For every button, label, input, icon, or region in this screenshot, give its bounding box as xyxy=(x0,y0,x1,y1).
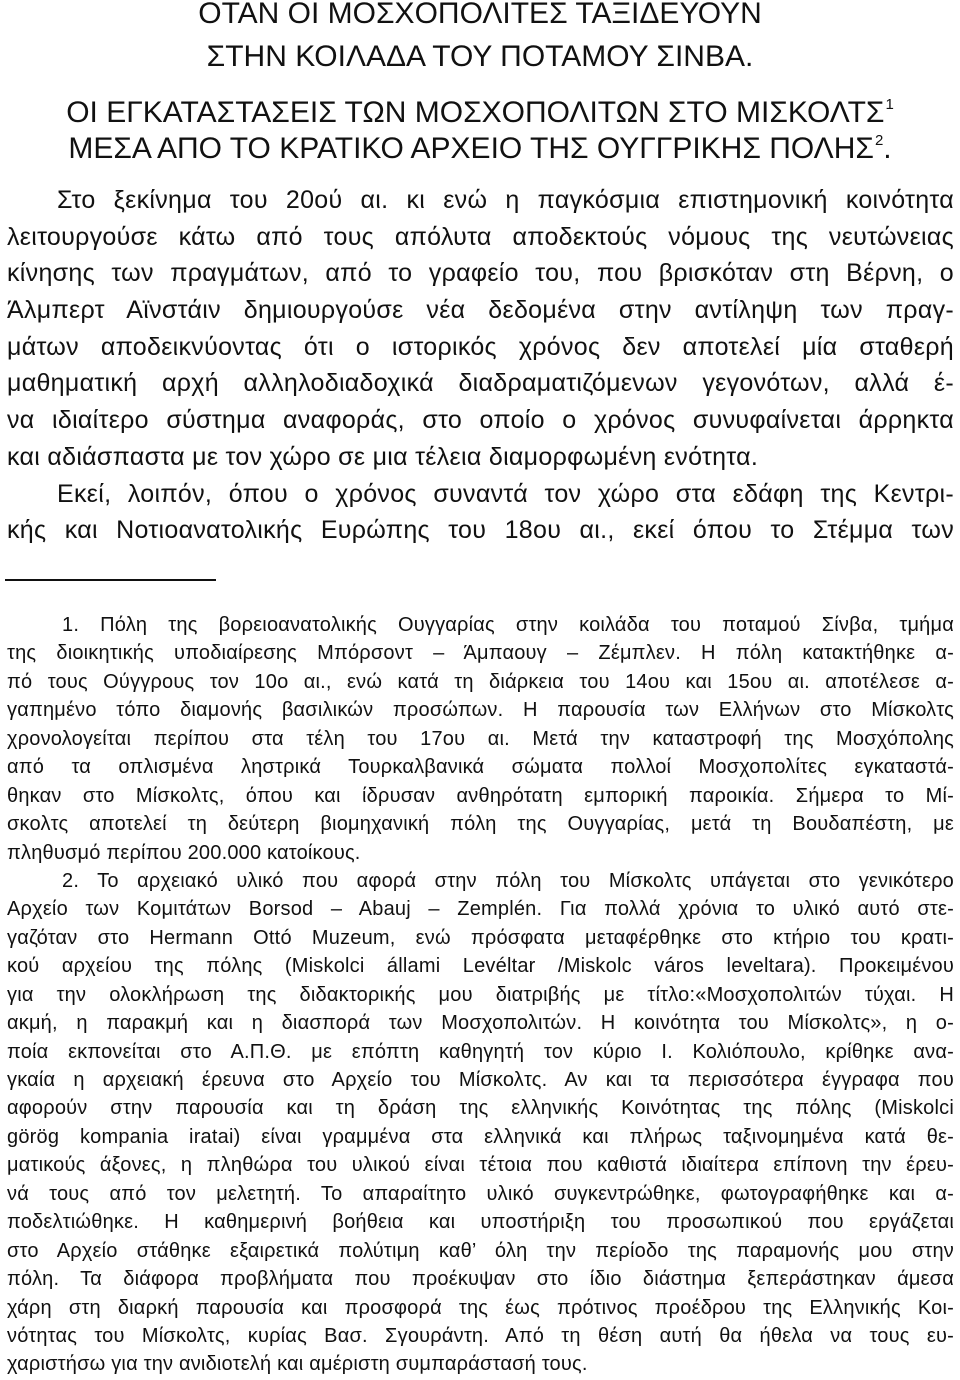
body-line: Εκεί, λοιπόν, όπου ο χρόνος συναντά τον χώρο στα εδάφη της Κεντρι- xyxy=(57,479,954,508)
footnote-line: νά τους από τον μελετητή. Το απαραίτητο υλικό συγκεντρώθηκε, φωτογραφήθηκε και α- xyxy=(7,1182,954,1205)
footnote-line: görög kompania iratai) είναι γραμμένα στα ελληνικά και πλήρως ταξινομημένα κατά θε- xyxy=(7,1125,954,1148)
footnote-line: χαριστήσω για την ανιδιοτελή και αμέριστη συμπαράστασή τους. xyxy=(7,1353,588,1376)
footnote-number: 1. xyxy=(62,614,80,636)
title-line: ΟΤΑΝ ΟΙ ΜΟΣΧΟΠΟΛΙΤΕΣ ΤΑΞΙΔΕΥΟΥΝ xyxy=(198,0,762,30)
footnote-line: νότητας του Μίσκολτς, κυρίας Βασ. Σγουράντη. Από τη θέση αυτή θα ήθελα να τους ευ- xyxy=(7,1324,954,1347)
body-line: λειτουργούσε κάτω από τους απόλυτα αποδεκτούς νόμους της νευτώνειας xyxy=(7,222,954,251)
footnote-line: γκαία η αρχειακή έρευνα στο Αρχείο του Μίσκολτς. Αν και τα περισσότερα έγγραφα που xyxy=(7,1069,954,1091)
footnote-line xyxy=(7,869,954,893)
body-line: μαθηματική αρχή αλληλοδιαδοχικά διαδραματιζόμενων γεγονότων, αλλά έ- xyxy=(7,369,954,398)
body-line: κίνησης των πραγμάτων, από το γραφείο του, που βρισκόταν στη Βέρνη, ο xyxy=(7,259,954,288)
footnote-line: γαζόταν στο Hermann Ottó Muzeum, ενώ πρόσφατα μεταφέρθηκε στο κτήριο του κρατι- xyxy=(7,926,954,949)
footnote-line: ποδελτιώθηκε. Η καθημερινή βοήθεια και υποστήριξη του προσωπικού που εργάζεται xyxy=(7,1211,954,1234)
subtitle-text: ΟΙ ΕΓΚΑΤΑΣΤΑΣΕΙΣ ΤΩΝ ΜΟΣΧΟΠΟΛΙΤΩΝ ΣΤΟ ΜΙΣΚΟΛΤΣ xyxy=(66,96,885,129)
body-line: να ιδιαίτερο σύστημα αναφοράς, στο οποίο ο χρόνος συνυφαίνεται άρρηκτα xyxy=(7,406,954,435)
footnote-line: στο Αρχείο στάθηκε εξαιρετικά πολύτιμη καθ’ όλη την περίοδο της παραμονής μου στην xyxy=(7,1239,954,1262)
footnote-line: σκολτς αποτελεί τη δεύτερη βιομηχανική πόλη της Ουγγαρίας, μετά τη Βουδαπέστη, με xyxy=(7,813,954,836)
footnote-line: Αρχείο των Κομιτάτων Borsod – Abauj – Zemplén. Για πολλά χρόνια το υλικό αυτό στε- xyxy=(7,898,954,921)
footnote-separator xyxy=(5,579,216,581)
footnote-line: πόλη. Τα διάφορα προβλήματα που προέκυψαν στο ίδιο διάστημα ξεπεράστηκαν άμεσα xyxy=(7,1268,954,1291)
footnote-line xyxy=(7,613,954,637)
footnote-ref: 2 xyxy=(874,132,884,149)
footnote-text: Το αρχειακό υλικό που αφορά στην πόλη του Μίσκολτς υπάγεται στο γενικότερο xyxy=(97,869,954,892)
footnote-number: 2. xyxy=(62,869,80,892)
footnote-line: πό τους Ούγγρους τον 10ο αι., ενώ κατά τη διάρκεια του 14ου και 15ου αι. αποτέλεσε α- xyxy=(7,670,954,693)
footnote-line: γαπημένο τόπο διαμονής βασιλικών προσώπων. Η παρουσία των Ελλήνων στο Μίσκολτς xyxy=(7,699,954,722)
footnote-line: της διοικητικής υποδιαίρεσης Μπόρσοντ – Άμπαουγ – Ζέμπλεν. Η πόλη κατακτήθηκε α- xyxy=(7,642,954,665)
footnote-line: ακμή, η παρακμή και η διασπορά των Μοσχοπολιτών. Η κοινότητα του Μίσκολτς», η ο- xyxy=(7,1012,954,1035)
footnote-text: Πόλη της βορειοανατολικής Ουγγαρίας στην κοιλάδα του ποταμού Σίνβα, τμήμα xyxy=(100,614,954,636)
body-line: μάτων αποδεικνύοντας ότι ο ιστορικός χρόνος δεν αποτελεί μία σταθερή xyxy=(7,332,954,361)
footnote-line: για την ολοκλήρωση της διδακτορικής μου διατριβής με τίτλο:«Μοσχοπολιτών τύχαι. Η xyxy=(7,983,954,1006)
footnote-line: χάρη στη διαρκή παρουσία και προσφορά της έως πρότινος προέδρου της Ελληνικής Κοι- xyxy=(7,1296,954,1319)
body-line: και αδιάσπαστα με τον χώρο σε μια τέλεια διαμορφωμένη ενότητα. xyxy=(7,442,759,471)
footnote-line: ματικούς άξονες, η πληθώρα του υλικού είναι τέτοια που καθιστά ιδιαίτερα επίπονη την έρευ- xyxy=(7,1154,954,1177)
subtitle-line xyxy=(0,131,960,167)
title-line: ΣΤΗΝ ΚΟΙΛΑΔΑ ΤΟΥ ΠΟΤΑΜΟΥ ΣΙΝΒΑ. xyxy=(206,40,754,73)
footnote-line: ποία εκπονείται στο Α.Π.Θ. με επόπτη καθηγητή τον κύριο Ι. Κολιόπουλο, κρίθηκε ανα- xyxy=(7,1040,954,1063)
body-line: Στο ξεκίνημα του 20ού αι. κι ενώ η παγκόσμια επιστημονική κοινότητα xyxy=(57,186,954,214)
footnotes xyxy=(7,613,954,1376)
footnote-line: κού αρχείου της πόλης (Miskolci állami Levéltar /Miskolc város leveltara). Προκειμένου xyxy=(7,955,954,978)
body-text xyxy=(7,182,954,549)
body-line: Άλμπερτ Αϊνστάιν δημιουργούσε νέα δεδομένα στην αντίληψη των πραγ- xyxy=(7,296,954,325)
subtitle-line xyxy=(0,95,960,131)
body-line: κής και Νοτιοανατολικής Ευρώπης του 18ου αι., εκεί όπου το Στέμμα των xyxy=(7,516,954,545)
footnote-line: θηκαν στο Μίσκολτς, όπου και ίδρυσαν ανθηρότατη εμπορική παροικία. Σήμερα το Μί- xyxy=(7,784,954,807)
footnote-line: αφορούν στην παρουσία και τη δράση της ελληνικής Κοινότητας της πόλης (Miskolci xyxy=(7,1097,954,1120)
footnote-ref: 1 xyxy=(885,96,894,113)
footnote-line: από τα οπλισμένα ληστρικά Τουρκαλβανικά σώματα πολλοί Μοσχοπολίτες εγκαταστά- xyxy=(7,756,954,779)
subtitle-text: ΜΕΣΑ ΑΠΟ ΤΟ ΚΡΑΤΙΚΟ ΑΡΧΕΙΟ ΤΗΣ ΟΥΓΓΡΙΚΗΣ ΠΟΛΗΣ xyxy=(68,132,874,165)
footnote-line: χρονολογείται περίπου στα τέλη του 17ου αι. Μετά την καταστροφή της Μοσχόπολης xyxy=(7,727,954,750)
footnote-line: πληθυσμό περίπου 200.000 κατοίκους. xyxy=(7,841,361,864)
subtitle-punctuation: . xyxy=(883,132,892,165)
